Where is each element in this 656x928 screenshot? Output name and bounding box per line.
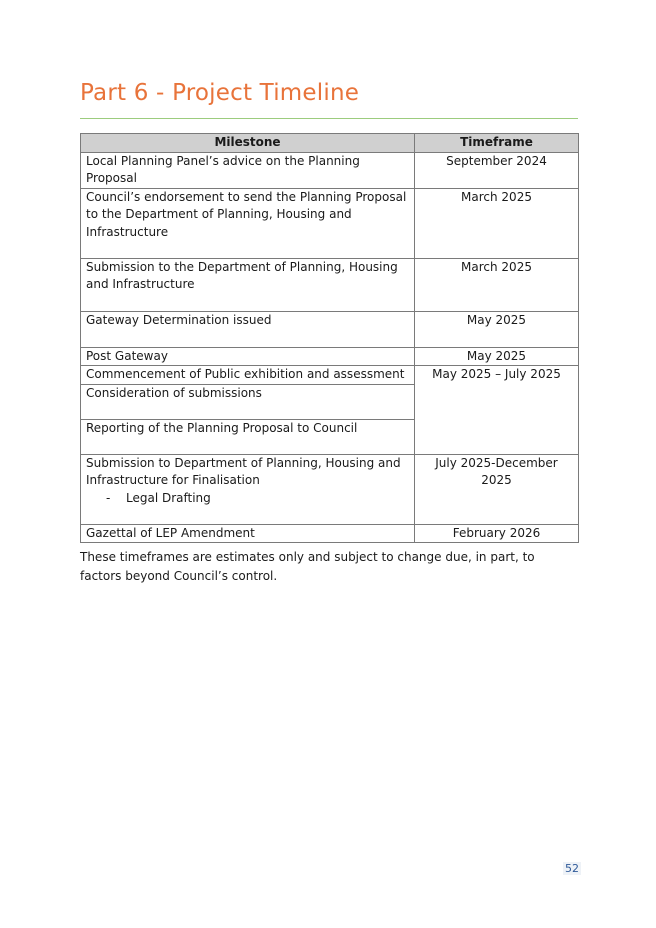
milestone-cell: Gateway Determination issued [81,311,415,347]
table-row [81,311,579,347]
table-row [81,366,579,385]
milestone-text: Submission to Department of Planning, Housing and Infrastructure for Finalisation [86,455,401,487]
table-row [81,258,579,311]
timeframe-cell: March 2025 [415,188,579,258]
milestone-cell: Reporting of the Planning Proposal to Council [81,419,415,454]
timeframe-cell: July 2025-December 2025 [415,454,579,524]
table-header-row [81,134,579,153]
page-heading: Part 6 - Project Timeline [80,80,360,106]
milestone-column-header: Milestone [81,134,415,153]
milestone-cell [81,454,415,524]
milestone-sub-item [86,490,409,508]
milestone-cell: Submission to the Department of Planning, Housing and Infrastructure [81,258,415,311]
table-row [81,152,579,188]
heading-divider [80,118,578,119]
milestone-cell: Consideration of submissions [81,384,415,419]
sub-item-text: Legal Drafting [126,490,211,505]
milestone-cell: Commencement of Public exhibition and assessment [81,366,415,385]
list-dash: - [106,490,111,505]
milestone-cell: Post Gateway [81,347,415,366]
timeframe-cell: May 2025 – July 2025 [415,366,579,455]
table-row [81,188,579,258]
milestone-cell: Gazettal of LEP Amendment [81,524,415,543]
table-row [81,347,579,366]
timeframe-cell: May 2025 [415,311,579,347]
timeframe-column-header: Timeframe [415,134,579,153]
milestone-cell: Local Planning Panel’s advice on the Planning Proposal [81,152,415,188]
timeline-table [80,133,579,543]
timeframe-cell: May 2025 [415,347,579,366]
timeframe-cell: March 2025 [415,258,579,311]
page-number: 52 [565,862,579,875]
disclaimer-note: These timeframes are estimates only and subject to change due, in part, to factors beyond Council’s control. [80,550,535,583]
table-row [81,524,579,543]
table-row [81,454,579,524]
timeframe-cell: September 2024 [415,152,579,188]
milestone-cell: Council’s endorsement to send the Planning Proposal to the Department of Planning, Housing and Infrastructure [81,188,415,258]
timeframe-cell: February 2026 [415,524,579,543]
